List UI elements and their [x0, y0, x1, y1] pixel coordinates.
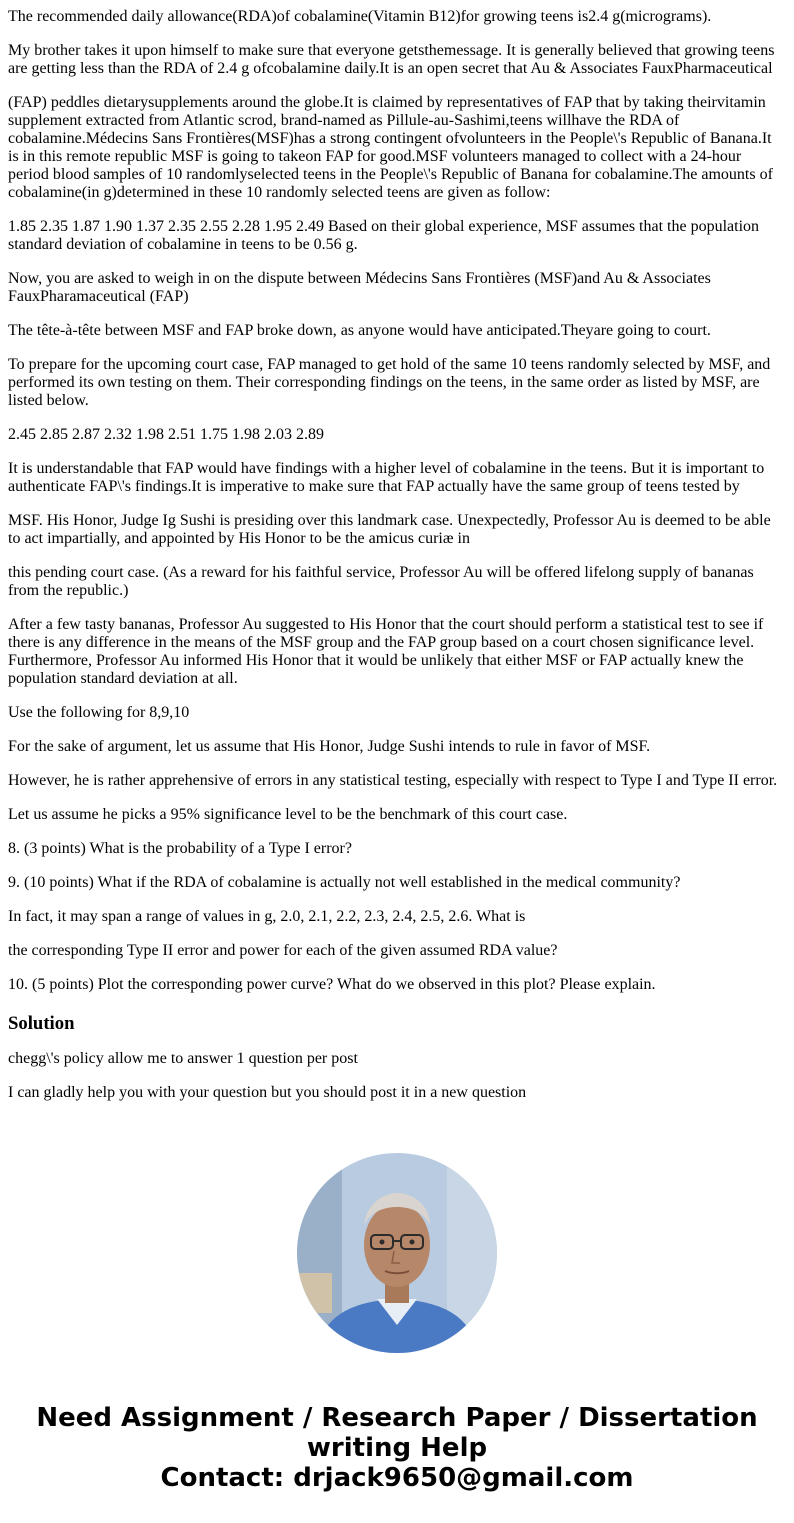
question-paragraph: The recommended daily allowance(RDA)of cobalamine(Vitamin B12)for growing teens is2.4 g(micrograms).: [8, 8, 712, 25]
question-paragraph: It is understandable that FAP would have findings with a higher level of cobalamine in the teens. But it is important to authenticate FAP\'s findings.It is imperative to make sure that FAP actually have the same group of teens tested by: [8, 460, 765, 495]
question-paragraph: the corresponding Type II error and power for each of the given assumed RDA value?: [8, 942, 558, 959]
question-paragraph: Use the following for 8,9,10: [8, 704, 190, 721]
question-paragraph: In fact, it may span a range of values in g, 2.0, 2.1, 2.2, 2.3, 2.4, 2.5, 2.6. What is: [8, 908, 526, 925]
solution-paragraph: I can gladly help you with your question but you should post it in a new question: [8, 1084, 527, 1101]
question-paragraph: (FAP) peddles dietarysupplements around the globe.It is claimed by representatives of FAP that by taking theirvitamin supplement extracted from Atlantic scrod, brand-named as Pillule-au-Sashimi,teens willhave the RDA of cobalamine.Médecins Sans Frontières(MSF)has a strong contingent ofvolunteers in the People\'s Republic of Banana.It is in this remote republic MSF is going to takeon FAP for good.MSF volunteers managed to collect with a 24-hour period blood samples of 10 randomlyselected teens in the People\'s Republic of Banana for cobalamine.The amounts of cobalamine(in g)determined in these 10 randomly selected teens are given as follow:: [8, 94, 773, 201]
msf-data-paragraph: 1.85 2.35 1.87 1.90 1.37 2.35 2.55 2.28 1.95 2.49 Based on their global experience, MSF assumes that the population standard deviation of cobalamine in teens to be 0.56 g.: [8, 218, 760, 253]
question-paragraph: MSF. His Honor, Judge Ig Sushi is presiding over this landmark case. Unexpectedly, Professor Au is deemed to be able to act impartially, and appointed by His Honor to be the amicus curiæ in: [8, 512, 771, 547]
promo-line: writing Help: [306, 1433, 488, 1463]
promo-contact: Contact: drjack9650@gmail.com: [160, 1463, 634, 1493]
document-body: [8, 0, 786, 1102]
promo-banner: [0, 1403, 794, 1493]
question-paragraph: this pending court case. (As a reward for his faithful service, Professor Au will be offered lifelong supply of bananas from the republic.): [8, 564, 754, 599]
tutor-portrait-icon: [297, 1153, 497, 1353]
question-paragraph: However, he is rather apprehensive of errors in any statistical testing, especially with respect to Type I and Type II error.: [8, 772, 778, 789]
question-paragraph: For the sake of argument, let us assume that His Honor, Judge Sushi intends to rule in favor of MSF.: [8, 738, 651, 755]
question-paragraph: My brother takes it upon himself to make sure that everyone getsthemessage. It is generally believed that growing teens are getting less than the RDA of 2.4 g ofcobalamine daily.It is an open secret that Au & Associates FauxPharmaceutical: [8, 42, 775, 77]
question-paragraph: Let us assume he picks a 95% significance level to be the benchmark of this court case.: [8, 806, 568, 823]
promo-line: Need Assignment / Research Paper / Dissertation: [36, 1403, 758, 1433]
question-item-8: 8. (3 points) What is the probability of a Type I error?: [8, 840, 352, 857]
question-paragraph: To prepare for the upcoming court case, FAP managed to get hold of the same 10 teens randomly selected by MSF, and performed its own testing on them. Their corresponding findings on the teens, in the same order as listed by MSF, are listed below.: [8, 356, 771, 409]
question-item-10: 10. (5 points) Plot the corresponding power curve? What do we observed in this plot? Please explain.: [8, 976, 656, 993]
fap-data-paragraph: 2.45 2.85 2.87 2.32 1.98 2.51 1.75 1.98 2.03 2.89: [8, 426, 324, 443]
solution-heading: Solution: [8, 1013, 75, 1034]
solution-paragraph: chegg\'s policy allow me to answer 1 question per post: [8, 1050, 358, 1067]
question-paragraph: After a few tasty bananas, Professor Au suggested to His Honor that the court should perform a statistical test to see if there is any difference in the means of the MSF group and the FAP group based on a court chosen significance level. Furthermore, Professor Au informed His Honor that it would be unlikely that either MSF or FAP actually knew the population standard deviation at all.: [8, 616, 764, 687]
question-paragraph: The tête-à-tête between MSF and FAP broke down, as anyone would have anticipated.Theyare going to court.: [8, 322, 711, 339]
question-item-9: 9. (10 points) What if the RDA of cobalamine is actually not well established in the medical community?: [8, 874, 681, 891]
tutor-avatar: [297, 1153, 497, 1353]
question-paragraph: Now, you are asked to weigh in on the dispute between Médecins Sans Frontières (MSF)and Au & Associates FauxPharamaceutical (FAP): [8, 270, 711, 305]
